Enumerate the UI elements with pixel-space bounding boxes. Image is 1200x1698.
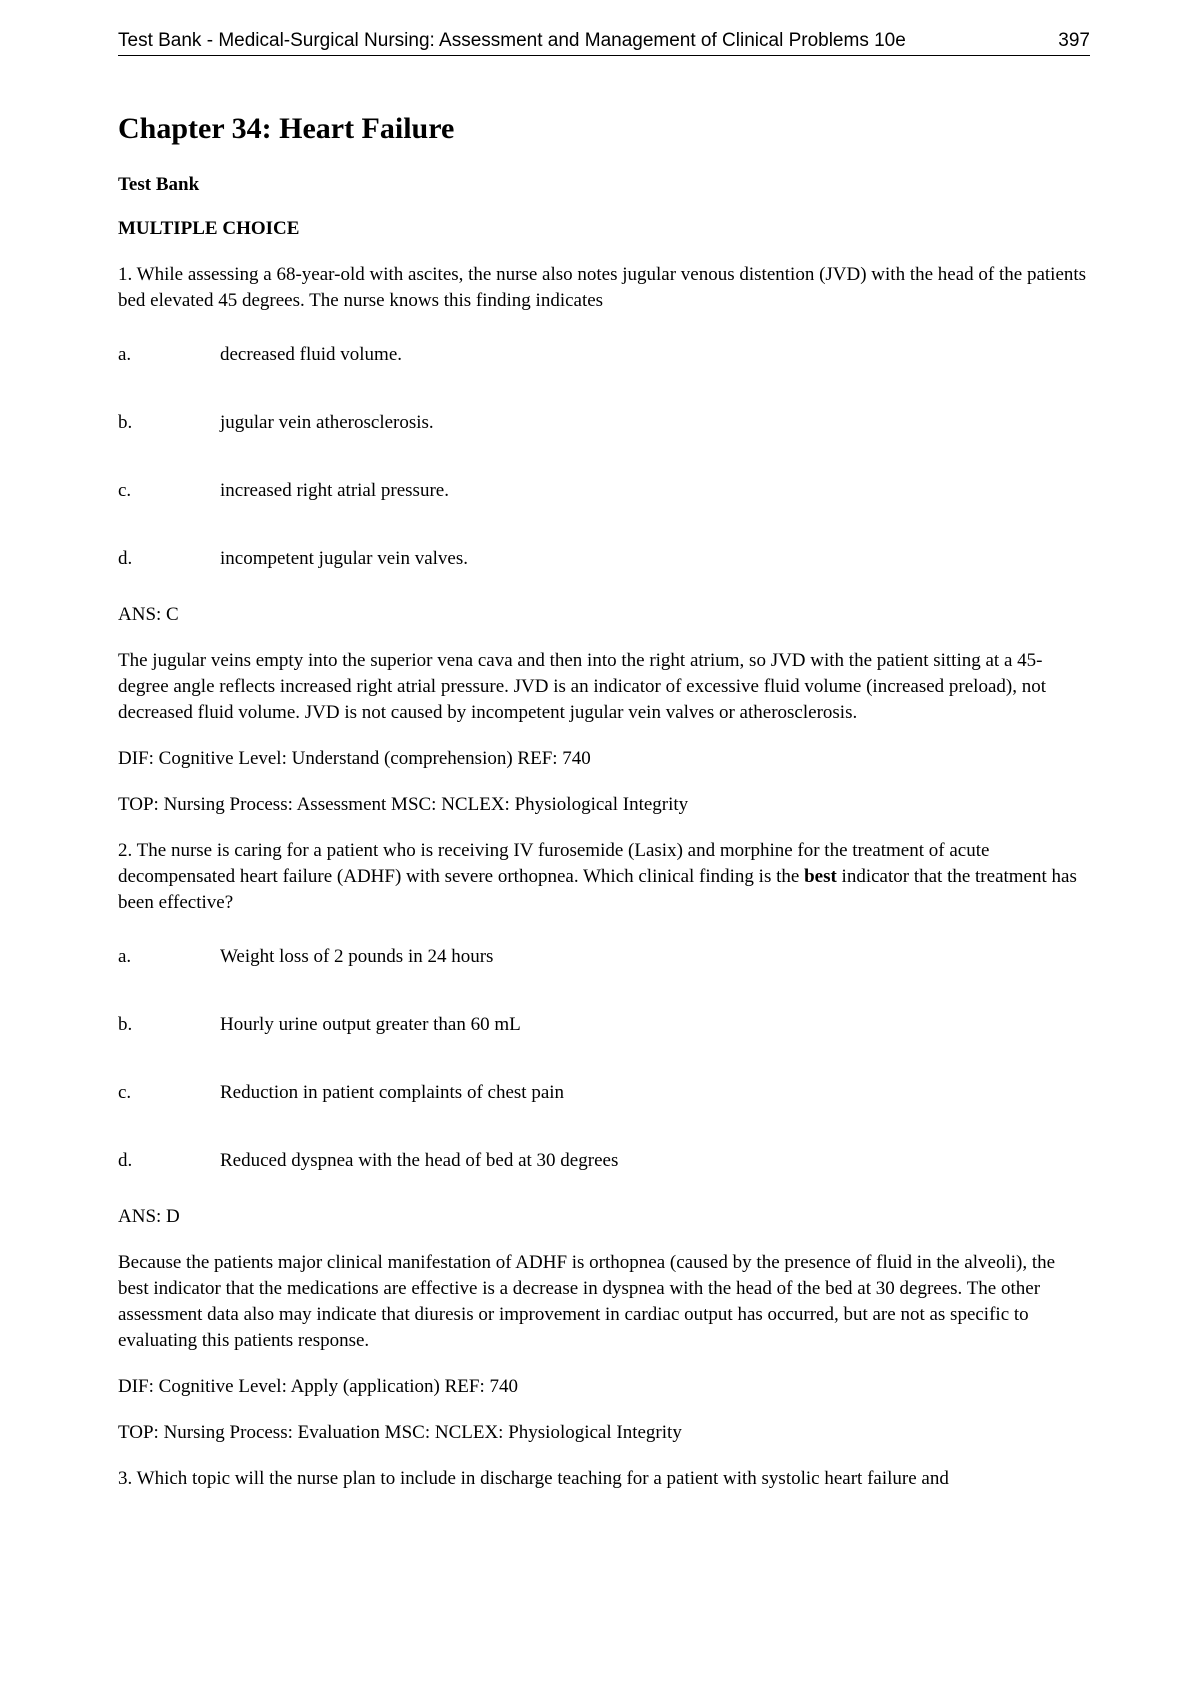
option-letter: d. [118, 1150, 133, 1171]
option [118, 944, 1090, 970]
question-1-answer: ANS: C [118, 604, 179, 625]
option [118, 1080, 1090, 1106]
chapter-title: Chapter 34: Heart Failure [118, 112, 455, 145]
running-header [118, 30, 1090, 56]
section-heading: Test Bank [118, 174, 200, 195]
question-2-rationale: Because the patients major clinical manifestation of ADHF is orthopnea (caused by the presence of fluid in the alveoli), the best indicator that the medications are effective is a decrease in dyspnea with the head of the bed at 30 degrees. The other assessment data also may indicate that diuresis or improvement in cardiac output has occurred, but are not as specific to evaluating this patients response. [118, 1252, 1056, 1351]
question-2-stem-emphasis: best [804, 866, 837, 887]
option-letter: d. [118, 548, 133, 569]
option-text: increased right atrial pressure. [220, 480, 449, 501]
question-2-stem [118, 838, 1090, 916]
question-1-dif: DIF: Cognitive Level: Understand (comprehension) REF: 740 [118, 748, 591, 769]
option-letter: c. [118, 480, 132, 501]
option-letter: b. [118, 1014, 133, 1035]
option-text: Reduction in patient complaints of chest pain [220, 1082, 565, 1103]
question-1-options [118, 342, 1090, 572]
option-text: jugular vein atherosclerosis. [220, 412, 434, 433]
header-title: Test Bank - Medical-Surgical Nursing: Assessment and Management of Clinical Problems 10e [118, 30, 906, 51]
question-1-rationale: The jugular veins empty into the superior vena cava and then into the right atrium, so JVD with the patient sitting at a 45-degree angle reflects increased right atrial pressure. JVD is an indicator of excessive fluid volume (increased preload), not decreased fluid volume. JVD is not caused by incompetent jugular vein valves or atherosclerosis. [118, 650, 1046, 723]
option-text: decreased fluid volume. [220, 344, 403, 365]
option-text: Weight loss of 2 pounds in 24 hours [220, 946, 494, 967]
question-3-stem: 3. Which topic will the nurse plan to include in discharge teaching for a patient with systolic heart failure and [118, 1468, 949, 1489]
option-text: Reduced dyspnea with the head of bed at 30 degrees [220, 1150, 619, 1171]
page-content [118, 112, 1090, 1512]
question-2-top: TOP: Nursing Process: Evaluation MSC: NCLEX: Physiological Integrity [118, 1422, 682, 1443]
question-2-dif: DIF: Cognitive Level: Apply (application) REF: 740 [118, 1376, 519, 1397]
question-1-top: TOP: Nursing Process: Assessment MSC: NCLEX: Physiological Integrity [118, 794, 689, 815]
option [118, 410, 1090, 436]
option-text: Hourly urine output greater than 60 mL [220, 1014, 521, 1035]
page-number: 397 [1058, 30, 1090, 51]
option-letter: b. [118, 412, 133, 433]
subsection-heading: MULTIPLE CHOICE [118, 218, 300, 239]
option [118, 342, 1090, 368]
question-1-stem: 1. While assessing a 68-year-old with ascites, the nurse also notes jugular venous distention (JVD) with the head of the patients bed elevated 45 degrees. The nurse knows this finding indicates [118, 264, 1087, 311]
option-text: incompetent jugular vein valves. [220, 548, 468, 569]
question-2-answer: ANS: D [118, 1206, 180, 1227]
option [118, 478, 1090, 504]
option-letter: c. [118, 1082, 132, 1103]
question-2-options [118, 944, 1090, 1174]
option-letter: a. [118, 344, 132, 365]
question-2-stem-start: 2. The nurse is caring for a patient who is receiving IV furosemide (Lasix) and morphine for the treatment of acute decompensated heart failure (ADHF) with severe orthopnea. Which clinical finding is the [118, 840, 990, 887]
option [118, 546, 1090, 572]
question-2-stem-end: indicator that the treatment has been effective? [118, 866, 1077, 913]
option-letter: a. [118, 946, 132, 967]
option [118, 1148, 1090, 1174]
option [118, 1012, 1090, 1038]
